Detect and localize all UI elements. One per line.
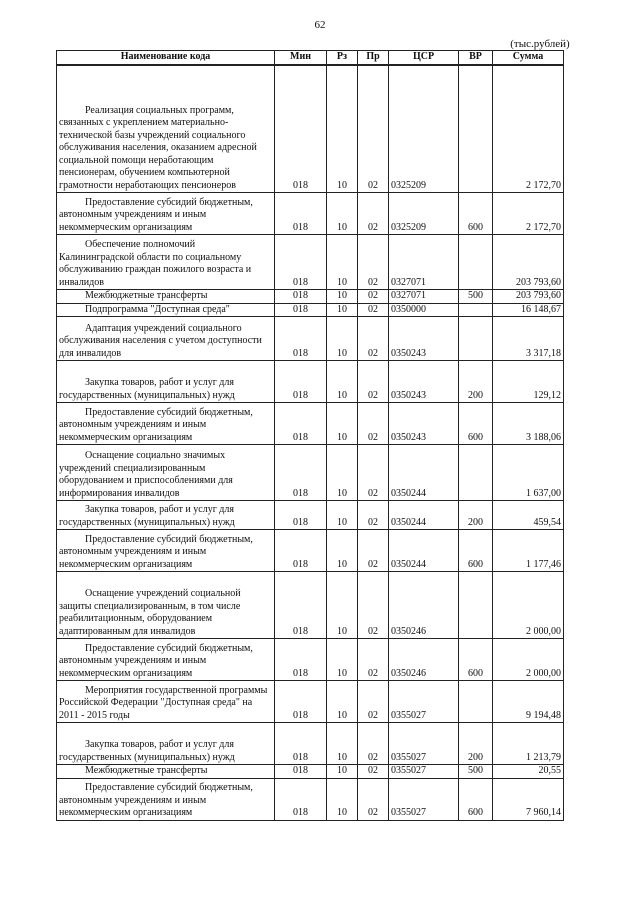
- table-row: [57, 193, 564, 235]
- cell-pr: 02: [358, 572, 389, 639]
- cell-sum: 2 000,00: [493, 639, 564, 681]
- units-note: (тыс.рублей): [510, 38, 570, 50]
- cell-min: 018: [275, 403, 327, 445]
- cell-vr: [459, 235, 493, 290]
- cell-pr: 02: [358, 765, 389, 779]
- cell-csr: 0350246: [389, 639, 459, 681]
- column-header-csr: ЦСР: [389, 51, 459, 65]
- cell-vr: 600: [459, 530, 493, 572]
- cell-sum: 16 148,67: [493, 303, 564, 317]
- cell-vr: 600: [459, 403, 493, 445]
- cell-pr: 02: [358, 361, 389, 403]
- cell-csr: 0350246: [389, 572, 459, 639]
- cell-pr: 02: [358, 681, 389, 723]
- table-body: [57, 65, 564, 821]
- cell-name: [57, 639, 275, 681]
- cell-name: [57, 303, 275, 317]
- cell-pr: 02: [358, 501, 389, 530]
- column-header-name: Наименование кода: [57, 51, 275, 65]
- cell-csr: 0355027: [389, 778, 459, 820]
- cell-vr: 200: [459, 361, 493, 403]
- row-name-text: Адаптация учреждений социального обслуживания населения с учетом доступности для инвалидов: [59, 322, 262, 359]
- row-name-text: Закупка товаров, работ и услуг для государственных (муниципальных) нужд: [59, 377, 235, 401]
- table-row: [57, 361, 564, 403]
- table-row: [57, 681, 564, 723]
- cell-rz: 10: [327, 765, 358, 779]
- cell-rz: 10: [327, 723, 358, 765]
- row-name-text: Предоставление субсидий бюджетным, автономным учреждениям и иным некоммерческим организациям: [59, 406, 253, 443]
- cell-rz: 10: [327, 530, 358, 572]
- cell-rz: 10: [327, 778, 358, 820]
- cell-sum: 3 317,18: [493, 317, 564, 361]
- row-name-text: Оснащение социально значимых учреждений специализированным оборудованием и приспособлениями для информирования инвалидов: [59, 450, 233, 499]
- column-header-sum: Сумма: [493, 51, 564, 65]
- cell-pr: 02: [358, 530, 389, 572]
- row-name-text: Мероприятия государственной программы Российской Федерации "Доступная среда" на 2011 - 2015 годы: [59, 684, 268, 721]
- budget-table: [56, 50, 564, 821]
- table-row: [57, 65, 564, 193]
- cell-csr: 0350244: [389, 501, 459, 530]
- cell-rz: 10: [327, 639, 358, 681]
- cell-csr: 0350244: [389, 530, 459, 572]
- cell-min: 018: [275, 65, 327, 193]
- cell-sum: 459,54: [493, 501, 564, 530]
- cell-vr: 500: [459, 290, 493, 304]
- cell-rz: 10: [327, 193, 358, 235]
- row-name-text: Межбюджетные трансферты: [85, 290, 208, 301]
- cell-rz: 10: [327, 290, 358, 304]
- cell-vr: 500: [459, 765, 493, 779]
- cell-min: 018: [275, 572, 327, 639]
- cell-min: 018: [275, 765, 327, 779]
- cell-min: 018: [275, 317, 327, 361]
- cell-name: [57, 317, 275, 361]
- table-row: [57, 235, 564, 290]
- cell-rz: 10: [327, 501, 358, 530]
- cell-vr: 200: [459, 723, 493, 765]
- cell-pr: 02: [358, 445, 389, 501]
- cell-min: 018: [275, 639, 327, 681]
- cell-name: [57, 65, 275, 193]
- cell-pr: 02: [358, 65, 389, 193]
- cell-csr: 0325209: [389, 65, 459, 193]
- cell-min: 018: [275, 235, 327, 290]
- table-row: [57, 778, 564, 820]
- column-header-vr: ВР: [459, 51, 493, 65]
- cell-csr: 0355027: [389, 681, 459, 723]
- cell-min: 018: [275, 290, 327, 304]
- table-row: [57, 303, 564, 317]
- cell-vr: [459, 445, 493, 501]
- row-name-text: Оснащение учреждений социальной защиты специализированным, в том числе реабилитационным, оборудованием адаптированным для инвалидов: [59, 588, 241, 637]
- cell-sum: 2 000,00: [493, 572, 564, 639]
- cell-rz: 10: [327, 445, 358, 501]
- row-name-text: Обеспечение полномочий Калининградской области по социальному обслуживанию граждан пожилого возраста и инвалидов: [59, 239, 252, 288]
- header-row: [57, 51, 564, 65]
- cell-vr: 200: [459, 501, 493, 530]
- row-name-text: Закупка товаров, работ и услуг для государственных (муниципальных) нужд: [59, 504, 235, 528]
- table-row: [57, 501, 564, 530]
- cell-pr: 02: [358, 303, 389, 317]
- cell-sum: 1 177,46: [493, 530, 564, 572]
- cell-vr: 600: [459, 778, 493, 820]
- column-header-min: Мин: [275, 51, 327, 65]
- cell-name: [57, 530, 275, 572]
- cell-sum: 129,12: [493, 361, 564, 403]
- row-name-text: Реализация социальных программ, связанных с укреплением материально-технической базы учреждений социального обслуживания населения, оказанием адресной социальной помощи неработающим пенсионерам, обучением компьютерной грамотности неработающих пенсионеров: [59, 104, 257, 191]
- cell-vr: [459, 572, 493, 639]
- cell-pr: 02: [358, 290, 389, 304]
- table-row: [57, 765, 564, 779]
- cell-name: [57, 290, 275, 304]
- cell-csr: 0350000: [389, 303, 459, 317]
- cell-sum: 9 194,48: [493, 681, 564, 723]
- cell-sum: 1 637,00: [493, 445, 564, 501]
- cell-rz: 10: [327, 65, 358, 193]
- cell-csr: 0350243: [389, 317, 459, 361]
- cell-csr: 0327071: [389, 290, 459, 304]
- cell-vr: [459, 317, 493, 361]
- column-header-rz: Рз: [327, 51, 358, 65]
- cell-pr: 02: [358, 403, 389, 445]
- cell-sum: 3 188,06: [493, 403, 564, 445]
- cell-min: 018: [275, 193, 327, 235]
- cell-name: [57, 235, 275, 290]
- cell-sum: 20,55: [493, 765, 564, 779]
- row-name-text: Подпрограмма "Доступная среда": [85, 303, 230, 315]
- cell-rz: 10: [327, 303, 358, 317]
- row-name-text: Предоставление субсидий бюджетным, автономным учреждениям и иным некоммерческим организациям: [59, 642, 253, 679]
- cell-rz: 10: [327, 572, 358, 639]
- cell-name: [57, 445, 275, 501]
- cell-name: [57, 723, 275, 765]
- cell-rz: 10: [327, 317, 358, 361]
- cell-sum: 1 213,79: [493, 723, 564, 765]
- cell-vr: [459, 65, 493, 193]
- row-name-text: Предоставление субсидий бюджетным, автономным учреждениям и иным некоммерческим организациям: [59, 782, 253, 818]
- cell-csr: 0355027: [389, 765, 459, 779]
- cell-sum: 7 960,14: [493, 778, 564, 820]
- cell-pr: 02: [358, 193, 389, 235]
- cell-rz: 10: [327, 235, 358, 290]
- column-header-pr: Пр: [358, 51, 389, 65]
- cell-sum: 2 172,70: [493, 193, 564, 235]
- cell-sum: 203 793,60: [493, 290, 564, 304]
- cell-sum: 203 793,60: [493, 235, 564, 290]
- cell-name: [57, 572, 275, 639]
- cell-name: [57, 765, 275, 779]
- row-name-text: Межбюджетные трансферты: [85, 765, 208, 776]
- cell-min: 018: [275, 778, 327, 820]
- table-row: [57, 723, 564, 765]
- cell-vr: [459, 681, 493, 723]
- cell-csr: 0355027: [389, 723, 459, 765]
- cell-csr: 0350243: [389, 403, 459, 445]
- table-row: [57, 572, 564, 639]
- cell-min: 018: [275, 501, 327, 530]
- cell-vr: [459, 303, 493, 317]
- cell-min: 018: [275, 303, 327, 317]
- cell-pr: 02: [358, 778, 389, 820]
- table-row: [57, 317, 564, 361]
- cell-pr: 02: [358, 723, 389, 765]
- cell-min: 018: [275, 681, 327, 723]
- cell-rz: 10: [327, 681, 358, 723]
- cell-rz: 10: [327, 403, 358, 445]
- cell-min: 018: [275, 530, 327, 572]
- row-name-text: Предоставление субсидий бюджетным, автономным учреждениям и иным некоммерческим организациям: [59, 533, 253, 570]
- cell-min: 018: [275, 361, 327, 403]
- cell-csr: 0325209: [389, 193, 459, 235]
- cell-pr: 02: [358, 235, 389, 290]
- table-row: [57, 639, 564, 681]
- cell-csr: 0327071: [389, 235, 459, 290]
- cell-name: [57, 403, 275, 445]
- cell-rz: 10: [327, 361, 358, 403]
- table-row: [57, 530, 564, 572]
- cell-name: [57, 778, 275, 820]
- row-name-text: Предоставление субсидий бюджетным, автономным учреждениям и иным некоммерческим организациям: [59, 196, 253, 233]
- cell-name: [57, 193, 275, 235]
- cell-name: [57, 681, 275, 723]
- table-row: [57, 445, 564, 501]
- cell-pr: 02: [358, 317, 389, 361]
- table-row: [57, 290, 564, 304]
- cell-csr: 0350243: [389, 361, 459, 403]
- cell-pr: 02: [358, 639, 389, 681]
- cell-vr: 600: [459, 639, 493, 681]
- table-row: [57, 403, 564, 445]
- row-name-text: Закупка товаров, работ и услуг для государственных (муниципальных) нужд: [59, 739, 235, 763]
- cell-sum: 2 172,70: [493, 65, 564, 193]
- cell-vr: 600: [459, 193, 493, 235]
- cell-min: 018: [275, 723, 327, 765]
- cell-name: [57, 361, 275, 403]
- cell-name: [57, 501, 275, 530]
- cell-min: 018: [275, 445, 327, 501]
- cell-csr: 0350244: [389, 445, 459, 501]
- page-number: 62: [314, 19, 326, 31]
